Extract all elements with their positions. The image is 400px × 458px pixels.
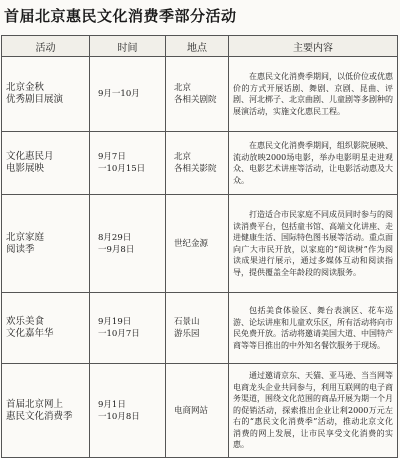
activity-name-line: 北京金秋 [6, 82, 45, 93]
time-cell [90, 57, 166, 132]
time-line: 9月19日 [98, 317, 132, 327]
time-line: 9月一10月 [98, 89, 140, 99]
activity-name-line: 文化惠民月 [6, 151, 54, 162]
time-line: 一9月8日 [98, 244, 135, 255]
time-cell [90, 293, 166, 364]
location-line: 石景山 [174, 317, 200, 327]
content-cell: 包括美食体验区、舞台表演区、花车巡游、论坛讲座和儿童欢乐区，所有活动将向市民免费开放。活动将邀请美国大道、中国特产商等等目推出的中外知名餐饮服务于现场。 [229, 293, 398, 364]
activity-name-line: 欢乐美食 [6, 316, 45, 327]
time-line: 一10月15日 [98, 164, 146, 174]
activity-cell [2, 132, 90, 195]
table-row [2, 195, 398, 293]
location-line: 北京 [174, 152, 192, 162]
content-cell: 通过邀请京东、天猫、亚马逊、当当网等电商龙头企业共同参与，利用互联网的电子商务渠道，围绕文化范围的商品开展为期一个月的促销活动，探索推出企业让利2000万元左右的“惠民文化消费季”活动，推动北京文化消费的网上发展，让市民享受文化消费的实惠。 [229, 364, 398, 458]
activity-cell [2, 57, 90, 132]
time-line: 一10月8日 [98, 411, 140, 422]
header-row [2, 36, 398, 57]
page-title: 首届北京惠民文化消费季部分活动 [4, 7, 237, 25]
content-cell: 在惠民文化消费季期间，以低价位或优惠价的方式开展话剧、舞剧、京剧、昆曲、评剧、河北梆子、北京曲剧、儿童剧等多剧种的展演活动，实施文化惠民工程。 [229, 57, 398, 132]
activity-name-line: 优秀剧目展演 [6, 94, 64, 105]
time-cell [90, 195, 166, 293]
header-time: 时间 [90, 36, 166, 57]
table-row [2, 293, 398, 364]
activity-name-line: 阅读季 [6, 243, 35, 255]
header-location: 地点 [166, 36, 229, 57]
time-cell [90, 364, 166, 458]
location-line: 各相关剧院 [174, 95, 217, 105]
header-activity: 活动 [2, 36, 90, 57]
table-row [2, 132, 398, 195]
location-line: 游乐园 [174, 329, 200, 339]
activity-name-line: 首届北京网上 [6, 398, 64, 410]
location-line: 世纪金源 [174, 238, 209, 249]
location-cell [166, 293, 229, 364]
activity-cell [2, 293, 90, 364]
header-content: 主要内容 [229, 36, 398, 57]
location-cell [166, 132, 229, 195]
location-cell [166, 57, 229, 132]
activity-cell [2, 364, 90, 458]
content-cell: 在惠民文化消费季期间，组织影院展映、流动放映2000场电影，举办电影明星走进观众、电影艺术讲座等活动，让电影活动惠及大众。 [229, 132, 398, 195]
time-line: 8月29日 [98, 232, 132, 243]
events-table [1, 35, 398, 458]
activity-name-line: 北京家庭 [6, 231, 45, 243]
location-cell [166, 195, 229, 293]
activity-name-line: 文化嘉年华 [6, 328, 54, 339]
location-line: 电商网站 [174, 405, 209, 416]
table-row [2, 57, 398, 132]
activity-name-line: 惠民文化消费季 [6, 410, 73, 422]
location-line: 各相关影院 [174, 164, 217, 174]
content-cell: 打造适合市民家庭不同成员同时参与的阅读消费平台，包括童书馆、高端文化讲座、走进健康生活、国际特色图书展等活动。重点面向广大市民开放，以家庭的“阅读树”作为阅读成果进行展示，通过多媒体互动和阅读指导，提供覆盖全年龄段的阅读服务。 [229, 195, 398, 293]
activity-cell [2, 195, 90, 293]
location-cell [166, 364, 229, 458]
time-line: 一10月7日 [98, 329, 140, 339]
location-line: 北京 [174, 83, 192, 93]
time-cell [90, 132, 166, 195]
activity-name-line: 电影展映 [6, 163, 45, 174]
table-row [2, 364, 398, 458]
time-line: 9月7日 [98, 152, 126, 162]
time-line: 9月1日 [98, 399, 126, 410]
